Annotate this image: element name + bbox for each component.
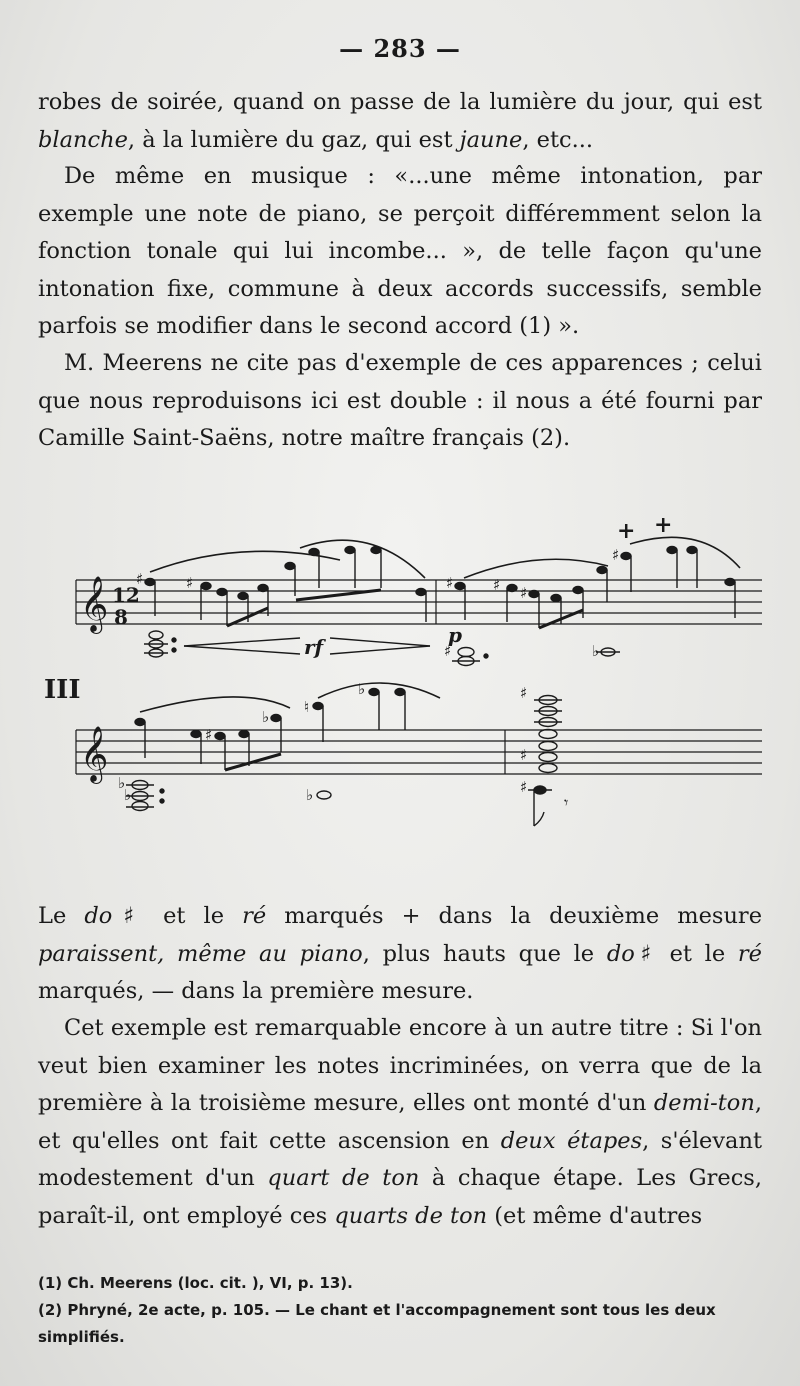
footnotes [38,1270,762,1351]
text-run: et le [145,903,243,929]
svg-text:♭: ♭ [124,786,132,804]
svg-text:♯: ♯ [520,684,528,702]
staff-system-2 [76,680,762,826]
paragraph-1 [38,84,762,159]
text-run: , plus hauts que le [362,940,607,967]
text-run: Cet exemple est remarquable encore à un autre titre : Si l'on veut bien examiner les notes incriminées, on verra que de la première à la troisième mesure, elles ont monté d'un [38,1015,762,1116]
svg-text:𝄾: 𝄾 [564,793,569,812]
italic-run: do♯ [84,903,146,929]
dynamic-rf: rf [304,635,324,659]
svg-text:♭: ♭ [592,642,600,660]
text-run: (et même d'autres [487,1202,703,1229]
italic-run: do♯ [606,940,657,967]
svg-text:♯: ♯ [136,570,144,588]
svg-text:♯: ♯ [205,726,213,744]
text-run: et le [656,940,738,967]
time-signature-top: 12 [112,583,140,607]
svg-text:♯: ♯ [520,778,528,796]
paragraph-3: M. Meerens ne cite pas d'exemple de ces apparences ; celui que nous reproduisons ici est double : il nous a été fourni par Camille Saint-Saëns, notre maître français (2). [38,350,762,451]
paragraph-5 [38,1010,762,1235]
page-number: — 283 — [339,34,461,63]
plus-mark-1: + [617,518,636,544]
italic-run: ré [737,940,762,967]
svg-text:♯: ♯ [444,642,452,660]
chord-bar-4 [520,684,568,826]
svg-text:♭: ♭ [358,680,366,698]
text-run: Le [38,903,85,929]
text-run: robes de soirée, quand on passe de la lumière du jour, qui est [38,89,762,115]
chord-bar-1 [144,631,430,657]
treble-clef-icon: 𝄞 [80,576,109,632]
italic-run: ré [242,903,267,929]
svg-text:♯: ♯ [520,746,528,764]
chord-bar-2 [444,642,620,666]
chord-bar-3 [118,774,164,811]
music-score [0,508,800,888]
footnote-2: (2) Phryné, 2e acte, p. 105. — Le chant et l'accompagnement sont tous les deux simplifiés. [38,1301,716,1346]
italic-run: paraissent, même au piano [38,940,363,967]
melody-notes-bar-3 [135,680,440,804]
svg-text:♭: ♭ [262,708,270,726]
text-run: , etc... [522,126,594,153]
system-marker: III [44,675,81,705]
paragraph-2: De même en musique : «...une même intonation, par exemple une note de piano, se perçoit différemment selon la fonction tonale qui lui incombe... », de telle façon qu'une intonation fixe, commune à deux accords successifs, semble parfois se modifier dans le second accord (1) ». [38,163,762,339]
text-run: , à la lumière du gaz, qui est [127,126,460,153]
time-signature-bottom: 8 [114,605,128,629]
text-run: marqués + dans la deuxième mesure [266,903,763,929]
text-run: , s'élevant modestement d'un [38,1127,762,1191]
text-run: , et qu'elles ont fait cette ascension en [38,1090,762,1154]
italic-run: deux étapes [500,1127,643,1154]
svg-text:♮: ♮ [304,698,310,716]
treble-clef-icon: 𝄞 [80,726,109,782]
melody-notes-bar-2 [446,537,740,628]
svg-text:♯: ♯ [520,584,528,602]
footnote-1: (1) Ch. Meerens (loc. cit. ), VI, p. 13). [38,1274,353,1292]
svg-text:♯: ♯ [612,546,620,564]
text-run: marqués, — dans la première mesure. [38,978,474,1004]
svg-text:♯: ♯ [446,574,454,592]
svg-text:♭: ♭ [118,774,126,792]
italic-run: demi-ton [653,1090,755,1116]
paragraph-4 [38,898,762,1011]
plus-mark-2: + [654,512,673,538]
dynamic-p: p [448,623,462,647]
svg-text:♯: ♯ [493,576,501,594]
svg-text:♭: ♭ [306,786,314,804]
svg-text:♯: ♯ [186,574,194,592]
staff-system-1 [76,512,762,666]
italic-run: quarts de ton [334,1202,488,1229]
italic-run: jaune [459,126,523,153]
italic-run: quart de ton [267,1165,420,1191]
text-run: à chaque étape. Les Grecs, paraît-il, ont employé ces [38,1165,763,1229]
italic-run: blanche [38,126,128,153]
